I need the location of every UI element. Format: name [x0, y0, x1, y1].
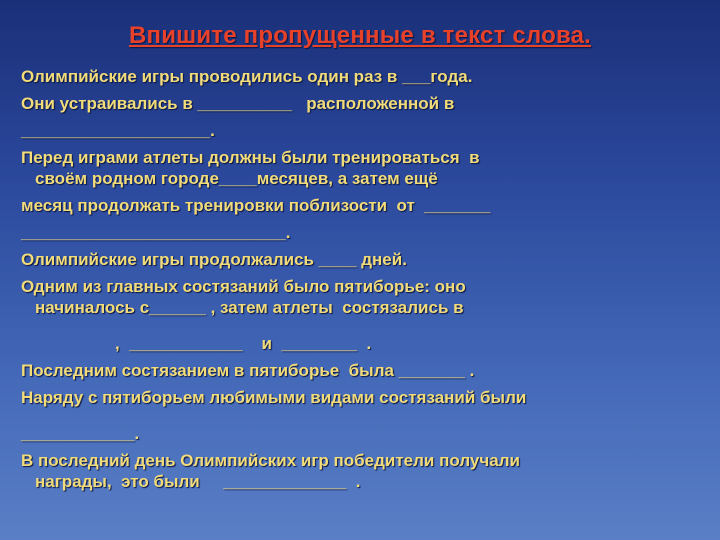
text-line: В последний день Олимпийских игр победители получали [21, 451, 520, 470]
exercise-text [21, 66, 711, 492]
text-line: Олимпийские игры проводились один раз в ___года. [21, 67, 473, 86]
text-line: ____________________. [21, 121, 215, 140]
text-line: начиналось с______ , затем атлеты состязались в [35, 298, 464, 317]
slide-title: Впишите пропущенные в текст слова. [128, 22, 592, 49]
text-line: Они устраивались в __________ расположенной в [21, 94, 455, 113]
text-line: Перед играми атлеты должны были тренироваться в [21, 148, 480, 167]
text-line: , ____________ и ________ . [115, 334, 372, 353]
text-line: ____________. [21, 424, 140, 443]
text-line: Одним из главных состязаний было пятиборье: оно [21, 277, 466, 296]
text-line: награды, это были _____________ . [35, 472, 361, 491]
text-line: Олимпийские игры продолжались ____ дней. [21, 250, 407, 269]
text-line: своём родном городе____месяцев, а затем ещё [35, 169, 438, 188]
text-line: Наряду с пятиборьем любимыми видами состязаний были [21, 388, 527, 407]
text-line: месяц продолжать тренировки поблизости от _______ [21, 196, 491, 215]
text-line: Последним состязанием в пятиборье была _______ . [21, 361, 475, 380]
text-line: ____________________________. [21, 223, 291, 242]
